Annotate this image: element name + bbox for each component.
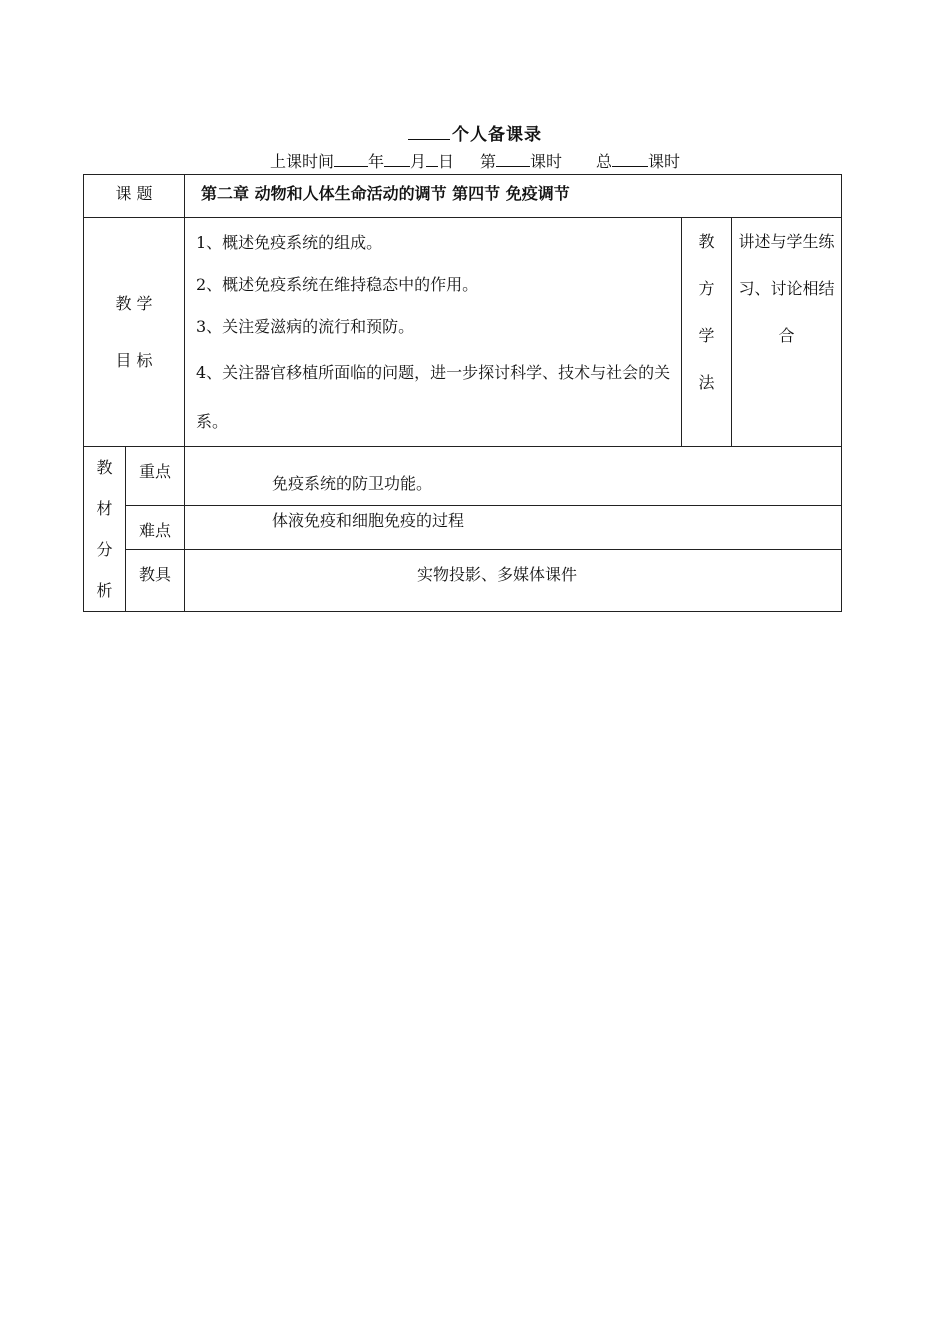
day-blank[interactable] bbox=[426, 152, 438, 167]
key-label: 重点 bbox=[126, 447, 185, 506]
method-label: 教 方 学 法 bbox=[682, 218, 732, 447]
objectives-row bbox=[84, 218, 842, 447]
key-value: 免疫系统的防卫功能。 bbox=[185, 447, 842, 506]
schedule-line: 上课时间 年 月 日 第 课时 总 课时 bbox=[269, 152, 681, 171]
analysis-label: 教 材 分 析 bbox=[84, 447, 126, 612]
topic-label: 课 题 bbox=[84, 175, 185, 218]
difficulty-value: 体液免疫和细胞免疫的过程 bbox=[185, 506, 842, 550]
objective-item: 3、关注爱滋病的流行和预防。 bbox=[196, 317, 415, 336]
method-value: 讲述与学生练习、讨论相结合 bbox=[732, 218, 842, 447]
page-title: 个人备课录 bbox=[0, 120, 950, 145]
key-row bbox=[84, 447, 842, 506]
difficulty-label: 难点 bbox=[126, 506, 185, 550]
objective-item: 1、概述免疫系统的组成。 bbox=[196, 233, 383, 252]
title-blank bbox=[408, 125, 450, 140]
topic-row bbox=[84, 175, 842, 218]
tools-value: 实物投影、多媒体课件 bbox=[185, 550, 842, 612]
month-blank[interactable] bbox=[384, 152, 410, 167]
difficulty-row bbox=[84, 506, 842, 550]
lesson-plan-table bbox=[83, 174, 842, 612]
tools-row bbox=[84, 550, 842, 612]
tools-label: 教具 bbox=[126, 550, 185, 612]
lesson-number-blank[interactable] bbox=[496, 152, 530, 167]
topic-value: 第二章 动物和人体生命活动的调节 第四节 免疫调节 bbox=[185, 175, 842, 218]
year-blank[interactable] bbox=[334, 152, 368, 167]
objectives-list bbox=[185, 218, 682, 447]
objective-item: 4、关注器官移植所面临的问题，进一步探讨科学、技术与社会的关系。 bbox=[196, 363, 671, 431]
total-lessons-blank[interactable] bbox=[612, 152, 648, 167]
objectives-label: 教 学 目 标 bbox=[84, 218, 185, 447]
objective-item: 2、概述免疫系统在维持稳态中的作用。 bbox=[196, 275, 479, 294]
